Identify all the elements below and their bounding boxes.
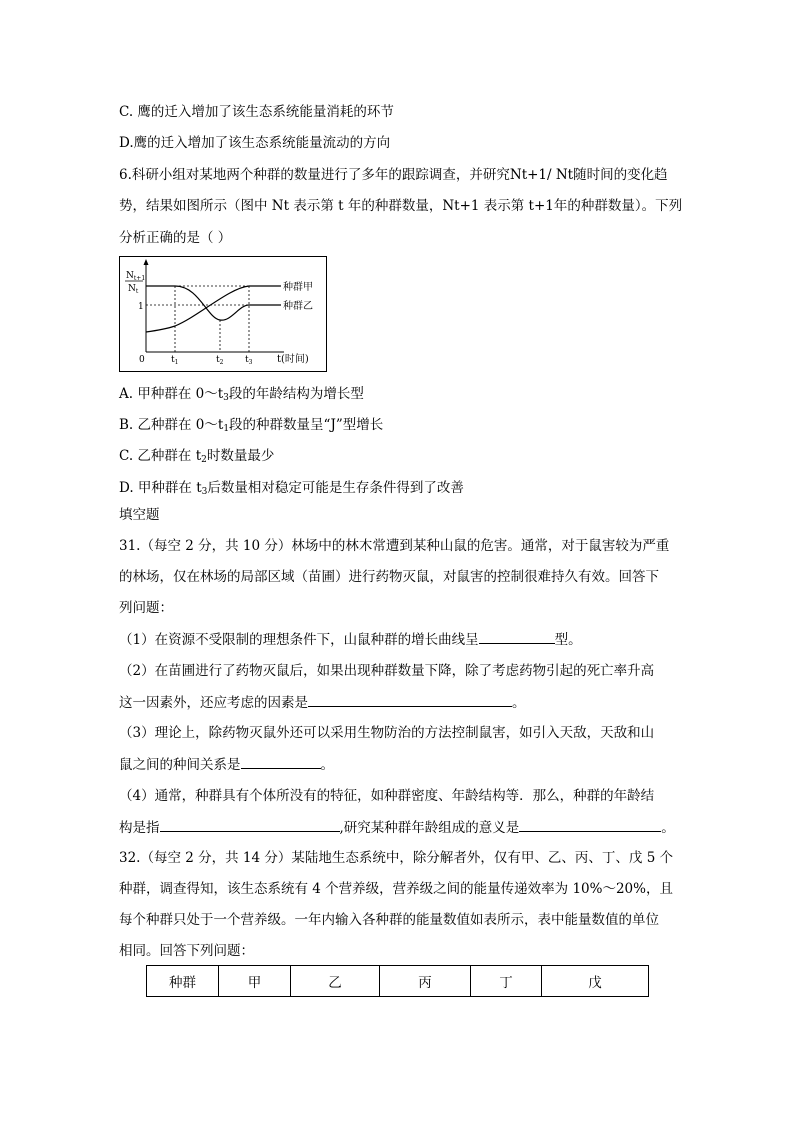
q31-part2-line1: （2）在苗圃进行了药物灭鼠后，如果出现种群数量下降，除了考虑药物引起的死亡率升高 bbox=[119, 663, 655, 679]
graph-ylabel-num: $N_{t+1}$ bbox=[126, 271, 146, 282]
q31-part1: （1）在资源不受限制的理想条件下，山鼠种群的增长曲线呈 型。 bbox=[119, 629, 582, 650]
q32-stem-line2: 种群，调查得知，该生态系统有 4 个营养级，营养级之间的能量传递效率为 10%～20%，且 bbox=[119, 881, 673, 897]
graph-tick-t3: $t_3$ bbox=[245, 355, 253, 366]
q32-energy-table bbox=[146, 965, 649, 997]
q31-part3-line1: （3）理论上，除药物灭鼠外还可以采用生物防治的方法控制鼠害，如引入天敌，天敌和山 bbox=[119, 725, 655, 741]
q6-population-graph bbox=[119, 256, 327, 372]
q31-blank-1[interactable] bbox=[479, 629, 555, 644]
q31-blank-2[interactable] bbox=[308, 692, 512, 707]
table-header-cell: 乙 bbox=[291, 966, 380, 997]
graph-tick-t1: $t_1$ bbox=[171, 355, 179, 366]
q31-part4-line2: 构是指 ,研究某种群年龄组成的意义是 。 bbox=[119, 817, 675, 838]
graph-origin: 0 bbox=[139, 355, 145, 365]
q6-option-b: B. 乙种群在 $0\sim t_1$段的种群数量呈“J”型增长 bbox=[119, 417, 384, 434]
q32-stem-line1: 32.（每空 2 分，共 14 分）某陆地生态系统中，除分解者外，仅有甲、乙、丙、丁、戊 5 个 bbox=[119, 850, 674, 866]
graph-legend-a: 种群甲 bbox=[283, 282, 313, 293]
q6-option-d: D. 甲种群在 $t_3$后数量相对稳定可能是生存条件得到了改善 bbox=[119, 480, 464, 497]
table-header-cell: 戊 bbox=[542, 966, 649, 997]
prev-option-c: C. 鹰的迁入增加了该生态系统能量消耗的环节 bbox=[119, 104, 394, 120]
q32-stem-line3: 每个种群只处于一个营养级。一年内输入各种群的能量数值如表所示，表中能量数值的单位 bbox=[119, 912, 659, 928]
q31-part3-line2: 鼠之间的种间关系是 。 bbox=[119, 754, 334, 775]
graph-legend-b: 种群乙 bbox=[283, 301, 313, 312]
q31-stem-line1: 31.（每空 2 分，共 10 分）林场中的林木常遭到某种山鼠的危害。通常，对于鼠害较为严重 bbox=[119, 538, 670, 554]
q31-part4-line1: （4）通常，种群具有个体所没有的特征，如种群密度、年龄结构等．那么，种群的年龄结 bbox=[119, 788, 655, 804]
q31-stem-line3: 列问题： bbox=[119, 600, 173, 616]
table-header-cell: 种群 bbox=[147, 966, 219, 997]
graph-y-arrow bbox=[144, 259, 149, 265]
graph-tick-one: 1 bbox=[138, 302, 144, 312]
q6-stem-line2: 势，结果如图所示（图中 Nt 表示第 t 年的种群数量，Nt+1 表示第 t+1年的种群数量）。下列 bbox=[119, 198, 683, 214]
table-header-cell: 丁 bbox=[471, 966, 542, 997]
graph-curve-b bbox=[146, 286, 281, 332]
table-header-cell: 甲 bbox=[219, 966, 291, 997]
graph-xlabel: t(时间) bbox=[277, 354, 309, 365]
section-title: 填空题 bbox=[119, 507, 160, 523]
table-header-cell: 丙 bbox=[380, 966, 471, 997]
table-row bbox=[147, 966, 649, 997]
q31-part2-line2: 这一因素外，还应考虑的因素是 。 bbox=[119, 692, 526, 713]
q31-blank-4[interactable] bbox=[160, 817, 340, 832]
q32-stem-line4: 相同。回答下列问题： bbox=[119, 943, 254, 959]
graph-ylabel-den: $N_t$ bbox=[128, 284, 139, 295]
q6-option-a: A. 甲种群在 $0\sim t_3$段的年龄结构为增长型 bbox=[119, 386, 364, 403]
graph-tick-t2: $t_2$ bbox=[216, 355, 224, 366]
q6-stem-line1: 6.科研小组对某地两个种群的数量进行了多年的跟踪调查，并研究Nt+1/ Nt随时间的变化趋 bbox=[119, 167, 668, 183]
q6-stem-line3: 分析正确的是（ ） bbox=[119, 230, 232, 246]
q31-stem-line2: 的林场，仅在林场的局部区域（苗圃）进行药物灭鼠，对鼠害的控制很难持久有效。回答下 bbox=[119, 569, 659, 585]
q31-blank-5[interactable] bbox=[519, 817, 661, 832]
q6-option-c: C. 乙种群在 $t_2$时数量最少 bbox=[119, 448, 275, 465]
prev-option-d: D.鹰的迁入增加了该生态系统能量流动的方向 bbox=[119, 135, 391, 151]
q31-blank-3[interactable] bbox=[241, 754, 321, 769]
